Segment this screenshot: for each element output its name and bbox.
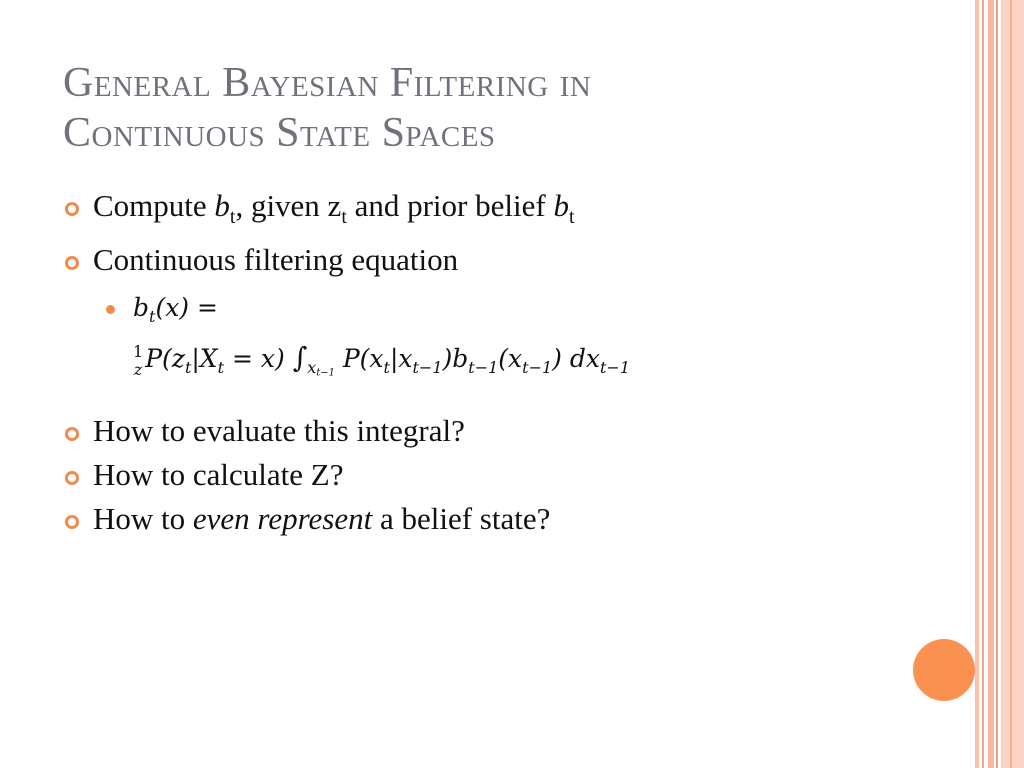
ring-bullet-icon [65,471,79,485]
ring-bullet-icon [65,427,79,441]
border-stripe [988,0,994,768]
border-stripe [982,0,984,768]
border-stripe [975,0,979,768]
bullet-compute: Compute $b_t$, given $z_t$ and prior belief $b_t$ [62,188,922,229]
equation-rhs: 1 z $P(z_t|X_t = x)$ $\int_{xt-1}$ $P(x_t|x_{t-1})b_{t-1}(x_{t-1})$ $dx_{t-1}$ [133,341,630,379]
bullet-evaluate: How to evaluate this integral? [62,413,922,449]
equation-lhs: $b_t(x)$ = [133,293,218,327]
fraction: 1 z [133,341,144,379]
title-line-2: Continuous State Spaces [63,110,496,156]
decorative-circle [913,639,975,701]
slide-title [63,58,943,158]
integral-sign: ∫ [292,341,308,375]
bullet-continuous: Continuous filtering equation [62,242,922,278]
border-stripe [996,0,998,768]
slide-content [62,188,922,537]
ring-bullet-icon [65,515,79,529]
bullet-calculate: How to calculate Z? [62,457,922,493]
sub-bullet-equation [106,290,922,394]
dot-bullet-icon [106,305,115,314]
bullet-represent: How to even represent a belief state? [62,501,922,537]
ring-bullet-icon [65,202,79,216]
title-line-1: General Bayesian Filtering in [63,60,592,106]
ring-bullet-icon [65,256,79,270]
border-stripe [1010,0,1012,768]
border-stripe [1001,0,1024,768]
